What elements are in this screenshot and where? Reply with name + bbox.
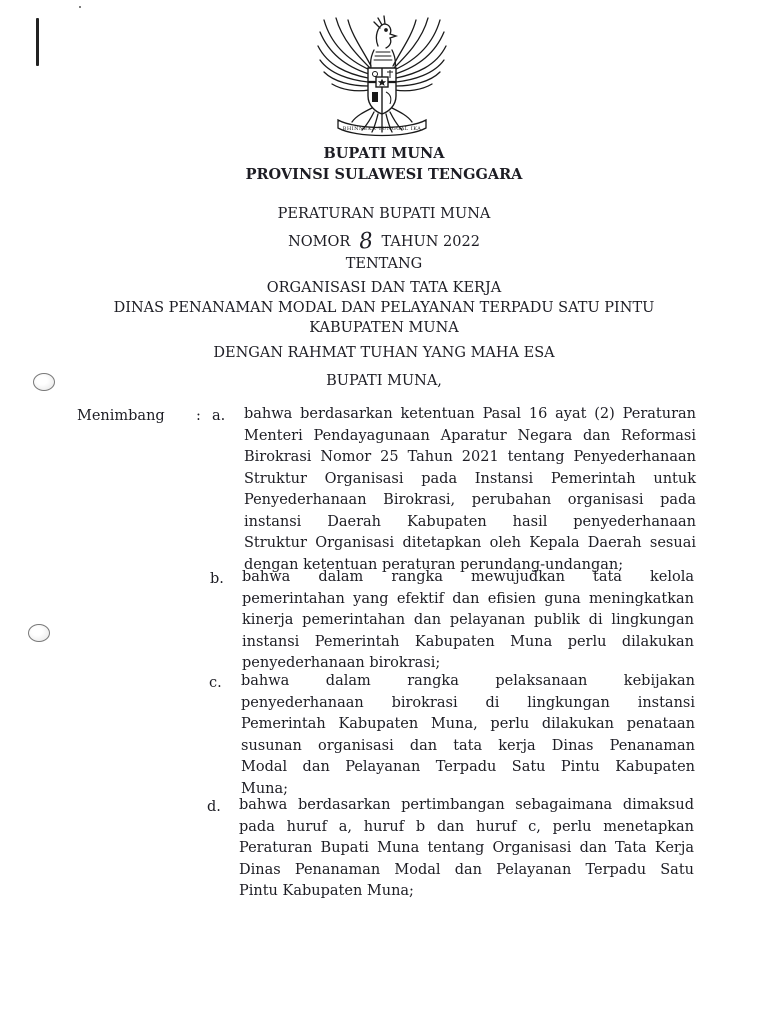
consideration-line: kinerja pemerintahan dan pelayanan publik di lingkungan (242, 612, 694, 628)
regulation-issuer: BUPATI MUNA, (326, 373, 442, 389)
regulation-number-suffix: TAHUN 2022 (381, 234, 480, 250)
consideration-line: Menteri Pendayagunaan Aparatur Negara dan Reformasi (244, 427, 696, 444)
consideration-line: Dinas Penanaman Modal dan Pelayanan Terpadu Satu (239, 861, 694, 878)
consideration-item-c (241, 671, 695, 800)
regulation-subject-line3: KABUPATEN MUNA (309, 320, 459, 336)
svg-text:BHINNEKA TUNGGAL IKA: BHINNEKA TUNGGAL IKA (342, 126, 422, 132)
consideration-line: pada huruf a, huruf b dan huruf c, perlu menetapkan (239, 818, 694, 835)
consideration-letter: b. (210, 571, 224, 587)
consideration-line: Struktur Organisasi ditetapkan oleh Kepala Daerah sesuai (244, 535, 696, 551)
consideration-line: Struktur Organisasi pada Instansi Pemerintah untuk (244, 470, 696, 487)
regulation-invocation: DENGAN RAHMAT TUHAN YANG MAHA ESA (213, 345, 555, 361)
regulation-title: PERATURAN BUPATI MUNA (277, 206, 491, 222)
consideration-line: susunan organisasi dan tata kerja Dinas Penanaman (241, 737, 695, 754)
regulation-number (0, 227, 768, 255)
regulation-subject-line1: ORGANISASI DAN TATA KERJA (266, 280, 502, 296)
header-title-line2: PROVINSI SULAWESI TENGGARA (245, 166, 523, 183)
consideration-letter: a. (212, 408, 226, 424)
considerations-label: Menimbang (77, 408, 165, 424)
consideration-line: instansi Pemerintah Kabupaten Muna perlu dilakukan (242, 633, 694, 650)
consideration-line: penyederhanaan birokrasi; (242, 655, 441, 671)
consideration-line: Penyederhanaan Birokrasi, perubahan organisasi pada (244, 492, 696, 508)
scan-speck (79, 6, 81, 8)
regulation-subject-line2: DINAS PENANAMAN MODAL DAN PELAYANAN TERPADU SATU PINTU (113, 300, 655, 316)
regulation-about: TENTANG (345, 256, 423, 272)
consideration-line: Pemerintah Kabupaten Muna, perlu dilakukan penataan (241, 716, 695, 732)
consideration-line: bahwa dalam rangka mewujudkan tata kelola (242, 569, 694, 585)
consideration-line: instansi Daerah Kabupaten hasil penyederhanaan (244, 513, 696, 530)
consideration-item-a (244, 404, 696, 576)
consideration-line: Pintu Kabupaten Muna; (239, 883, 414, 899)
consideration-line: Peraturan Bupati Muna tentang Organisasi dan Tata Kerja (239, 840, 694, 856)
consideration-line: pemerintahan yang efektif dan efisien guna meningkatkan (242, 590, 694, 607)
scan-margin-mark (36, 18, 39, 66)
consideration-line: dengan ketentuan peraturan perundang-undangan; (244, 556, 624, 573)
consideration-line: bahwa dalam rangka pelaksanaan kebijakan (241, 673, 695, 689)
punch-hole-icon (28, 624, 50, 642)
considerations-colon: : (196, 408, 201, 424)
regulation-number-handwritten: 8 (357, 228, 375, 255)
consideration-line: penyederhanaan birokrasi di lingkungan instansi (241, 694, 695, 711)
consideration-letter: c. (209, 675, 222, 691)
consideration-line: Modal dan Pelayanan Terpadu Satu Pintu Kabupaten (241, 759, 695, 775)
consideration-item-d (239, 795, 694, 903)
consideration-line: Muna; (241, 780, 289, 797)
garuda-pancasila-emblem-icon (312, 12, 452, 140)
consideration-item-b (242, 567, 694, 675)
header-title-line1: BUPATI MUNA (323, 145, 445, 162)
consideration-line: bahwa berdasarkan ketentuan Pasal 16 ayat (2) Peraturan (244, 406, 696, 422)
consideration-letter: d. (207, 799, 221, 815)
regulation-number-prefix: NOMOR (288, 234, 351, 250)
consideration-line: bahwa berdasarkan pertimbangan sebagaimana dimaksud (239, 797, 694, 813)
consideration-line: Birokrasi Nomor 25 Tahun 2021 tentang Penyederhanaan (244, 449, 696, 465)
